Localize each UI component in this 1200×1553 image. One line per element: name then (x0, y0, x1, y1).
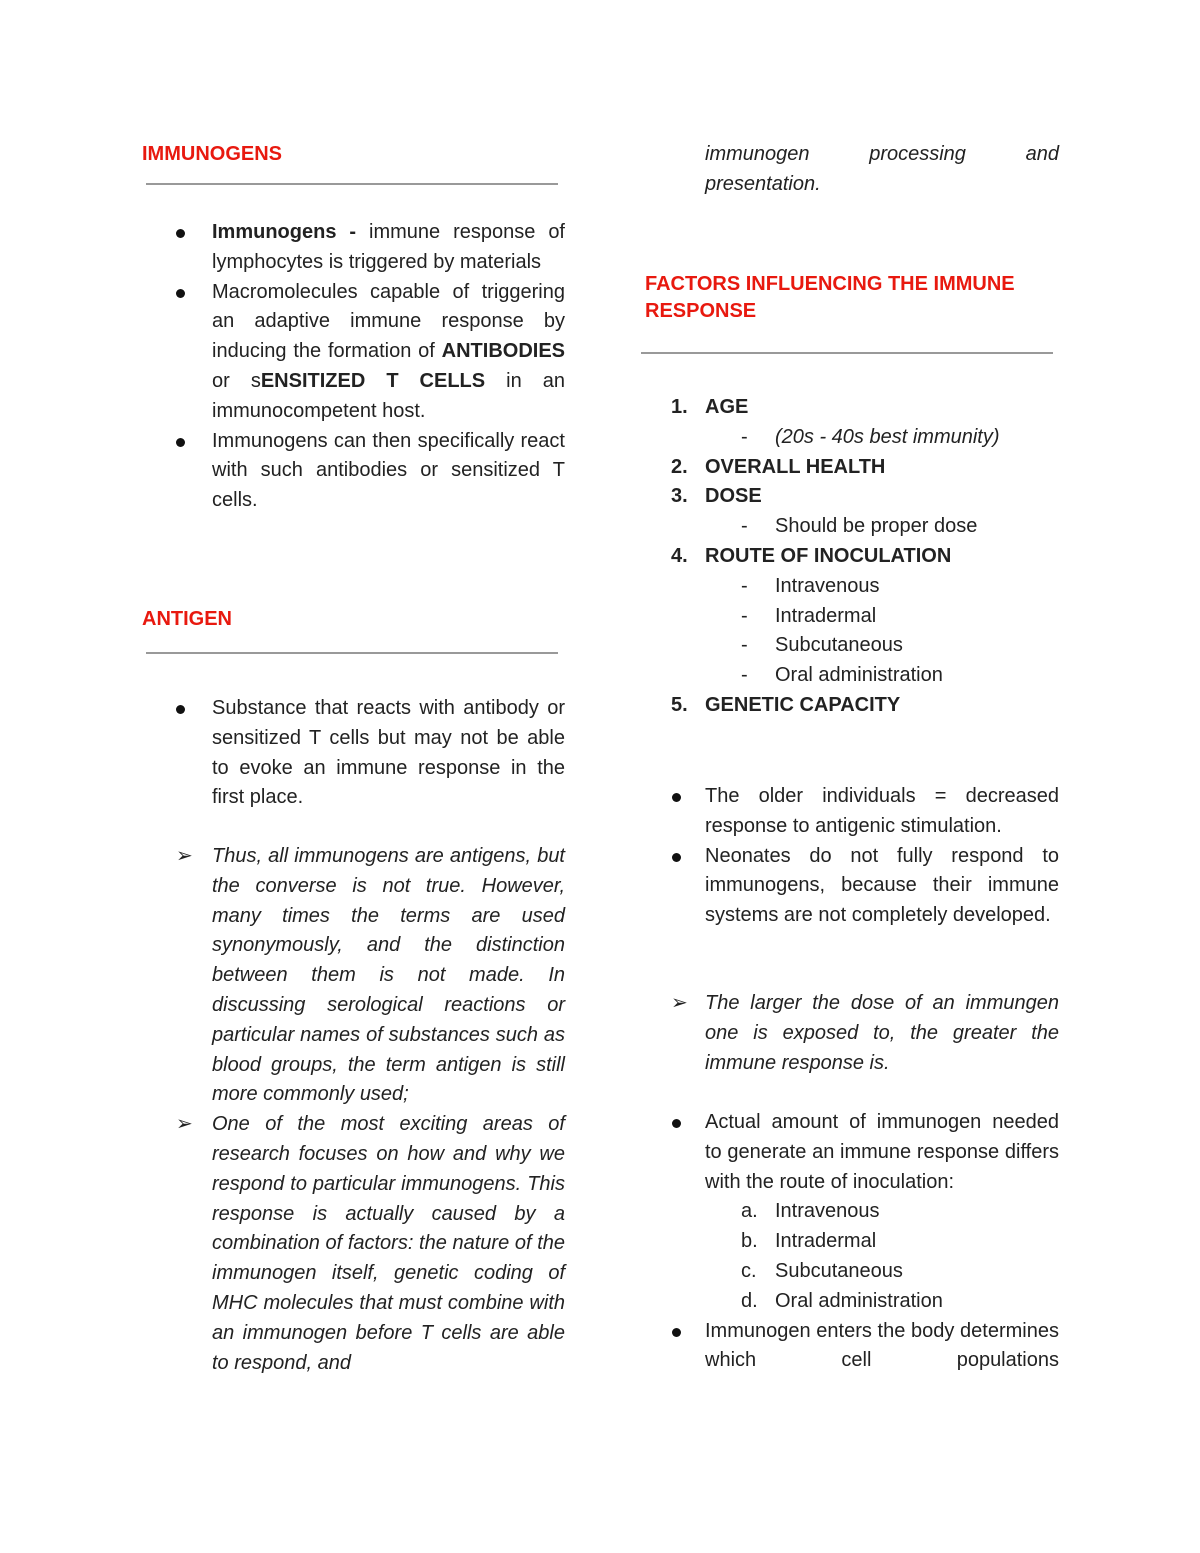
list-item: Macromolecules capable of triggering an adaptive immune response by inducing the formation of ANTIBODIES or sENSITIZED T CELLS in an immunocompetent host. (140, 278, 565, 427)
factors-heading: FACTORS INFLUENCING THE IMMUNE RESPONSE (645, 273, 1015, 322)
sub-item: - Subcutaneous (741, 634, 903, 657)
arrow-item: ➢ Thus, all immunogens are antigens, but the converse is not true. However, many times the terms are used synonymously, and the distinction between them is not made. In discussing serological reactions or particular names of substances such as blood groups, the term antigen is still more commonly used; (140, 842, 565, 1110)
factor-overall-health: 2. OVERALL HEALTH (671, 455, 886, 478)
route-notes (641, 1108, 1059, 1376)
list-item: Immunogens - immune response of lymphocytes is triggered by materials (140, 218, 565, 278)
sub-item: - Intravenous (741, 574, 880, 597)
factors-divider (641, 352, 1053, 354)
list-item: The older individuals = decreased response to antigenic stimulation. (641, 782, 1059, 842)
sub-item: - Intradermal (741, 604, 877, 627)
age-notes (641, 782, 1059, 931)
sub-item: c. Subcutaneous (741, 1259, 903, 1282)
arrow-icon: ➢ (176, 845, 193, 867)
factor-route: 4. ROUTE OF INOCULATION - Intravenous - Intradermal - Subcutaneous - Oral administration (641, 542, 1059, 691)
list-item: Substance that reacts with antibody or sensitized T cells but may not be able to evoke an immune response in the first place. (140, 694, 565, 813)
list-item: Neonates do not fully respond to immunogens, because their immune systems are not completely developed. (641, 842, 1059, 931)
factor-dose: 3. DOSE - Should be proper dose (641, 482, 1059, 542)
factors-list (641, 393, 1059, 721)
list-item: Actual amount of immunogen needed to generate an immune response differs with the route of inoculation: a. Intravenous b. Intradermal c. Subcutaneous d. Oral administration (641, 1108, 1059, 1317)
antigen-heading: ANTIGEN (142, 608, 232, 630)
sub-item: a. Intravenous (741, 1200, 880, 1223)
immunogens-list (140, 218, 565, 516)
list-item: Immunogen enters the body determines which cell populations (641, 1317, 1059, 1377)
sub-item: d. Oral administration (741, 1289, 943, 1312)
factor-genetic-capacity: 5. GENETIC CAPACITY (671, 693, 901, 716)
continuation-text: immunogen processing and presentation. (705, 143, 1059, 195)
immunogens-divider (146, 183, 558, 185)
list-item: Immunogens can then specifically react with such antibodies or sensitized T cells. (140, 427, 565, 516)
antigen-list (140, 694, 565, 813)
antigen-divider (146, 652, 558, 654)
arrow-item: ➢ The larger the dose of an immungen one is exposed to, the greater the immune response is. (641, 989, 1059, 1078)
sub-item: - Should be proper dose (741, 515, 978, 538)
arrow-icon: ➢ (671, 992, 688, 1014)
sub-item: b. Intradermal (741, 1230, 877, 1253)
factor-age: 1. AGE - (20s - 40s best immunity) (641, 393, 1059, 453)
dose-note (641, 989, 1059, 1078)
sub-item: - Oral administration (741, 664, 943, 687)
antigen-notes (140, 842, 565, 1378)
arrow-item: ➢ One of the most exciting areas of research focuses on how and why we respond to particular immunogens. This response is actually caused by a combination of factors: the nature of the immunogen itself, genetic coding of MHC molecules that must combine with an immunogen before T cells are able to respond, and (140, 1110, 565, 1378)
sub-item: - (20s - 40s best immunity) (741, 425, 1000, 448)
immunogens-heading: IMMUNOGENS (142, 143, 282, 165)
arrow-icon: ➢ (176, 1113, 193, 1136)
